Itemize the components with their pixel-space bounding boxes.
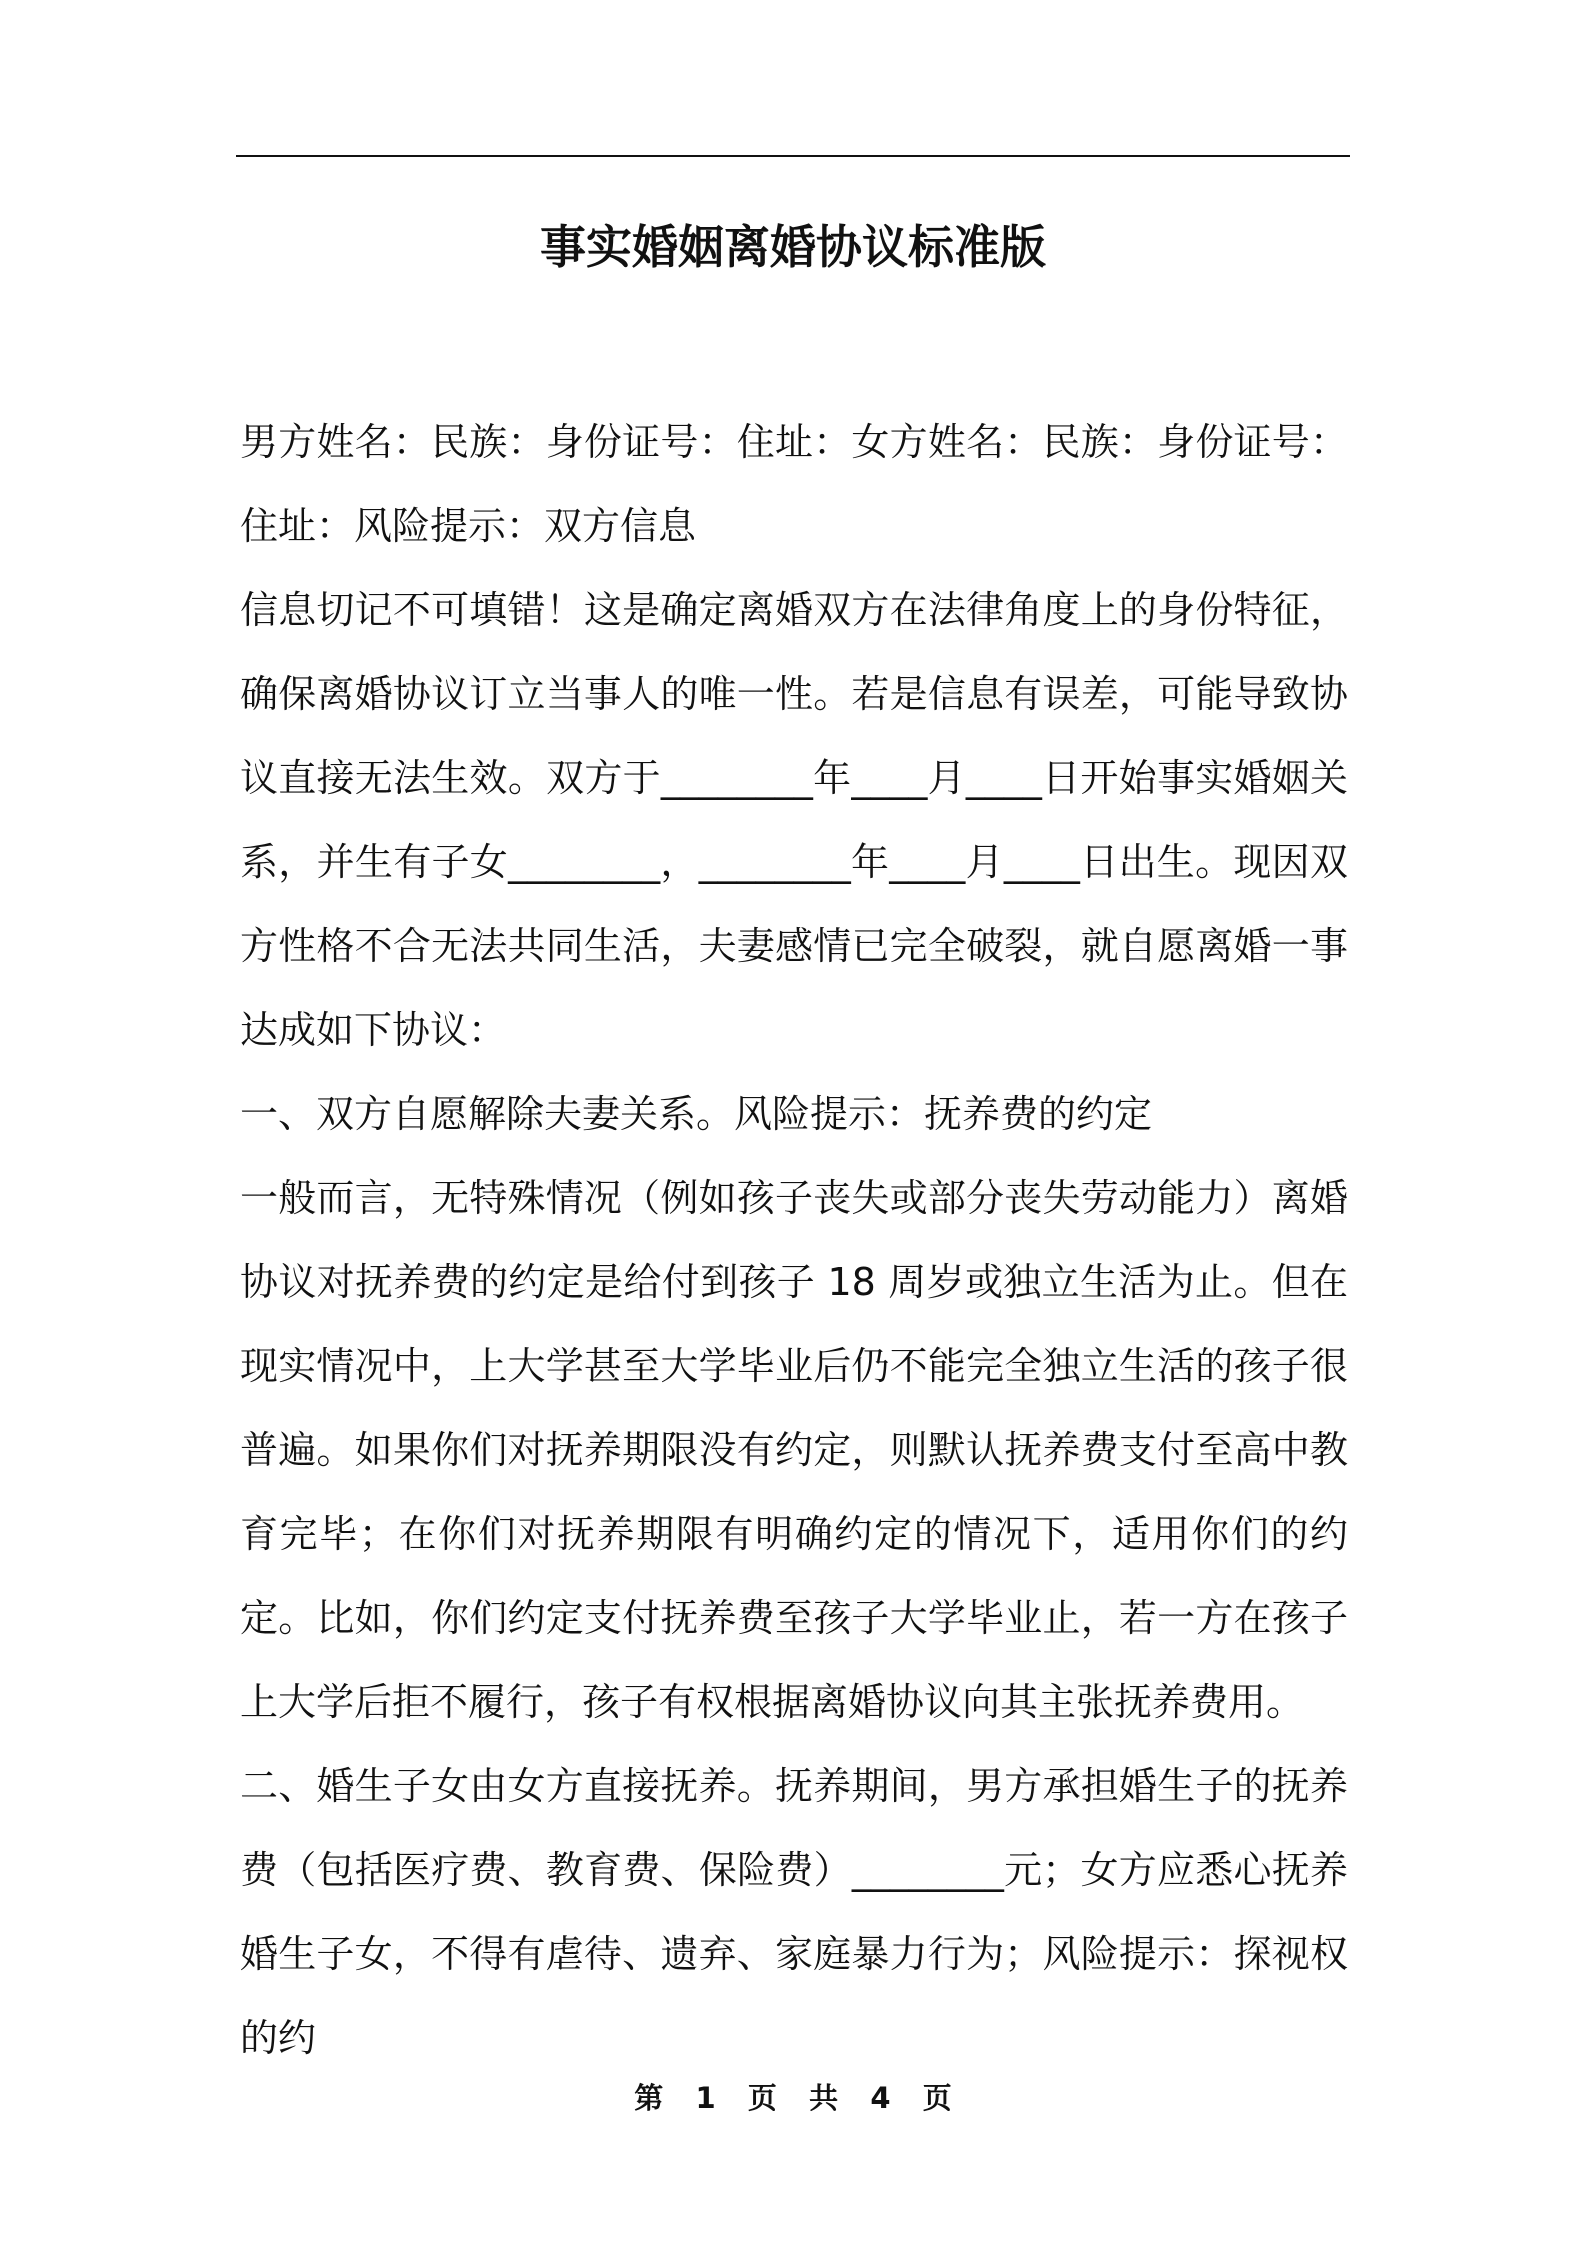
page-title: 事实婚姻离婚协议标准版 [540, 220, 1046, 274]
paragraph-support-note: 一般而言，无特殊情况（例如孩子丧失或部分丧失劳动能力）离婚协议对抚养费的约定是给付到孩子 18 周岁或独立生活为止。但在现实情况中，上大学甚至大学毕业后仍不能完全独立生活的孩子很普遍。如果你们对抚养期限没有约定，则默认抚养费支付至高中教育完毕；在你们对抚养期限有明确约定的情况下，适用你们的约定。比如，你们约定支付抚养费至孩子大学毕业止，若一方在孩子上大学后拒不履行，孩子有权根据离婚协议向其主张抚养费用。 [240, 1176, 1348, 1724]
paragraph-clause-2: 二、婚生子女由女方直接抚养。抚养期间，男方承担婚生子的抚养费（包括医疗费、教育费、保险费）________元；女方应悉心抚养婚生子女，不得有虐待、遗弃、家庭暴力行为；风险提示：探视权的约 [240, 1764, 1348, 2060]
footer-total-pages: 4 [870, 2081, 891, 2115]
footer-current-page: 1 [695, 2081, 716, 2115]
paragraph-party-info: 男方姓名：民族：身份证号：住址：女方姓名：民族：身份证号：住址：风险提示：双方信息 [240, 420, 1348, 548]
footer-page-word-end: 页 [922, 2081, 952, 2115]
header-rule [236, 155, 1350, 157]
footer-prefix: 第 [634, 2081, 664, 2115]
paragraph-preamble: 信息切记不可填错！这是确定离婚双方在法律角度上的身份特征，确保离婚协议订立当事人的唯一性。若是信息有误差，可能导致协议直接无法生效。双方于________年____月____日开始事实婚姻关系，并生有子女________，________年____月____日出生。现因双方性格不合无法共同生活，夫妻感情已完全破裂，就自愿离婚一事达成如下协议： [240, 588, 1348, 1052]
document-body [240, 400, 1348, 2080]
page-footer [236, 2078, 1350, 2118]
footer-total-prefix: 共 [809, 2081, 839, 2115]
footer-page-word: 页 [747, 2081, 777, 2115]
paragraph-clause-1: 一、双方自愿解除夫妻关系。风险提示：抚养费的约定 [240, 1092, 1153, 1136]
